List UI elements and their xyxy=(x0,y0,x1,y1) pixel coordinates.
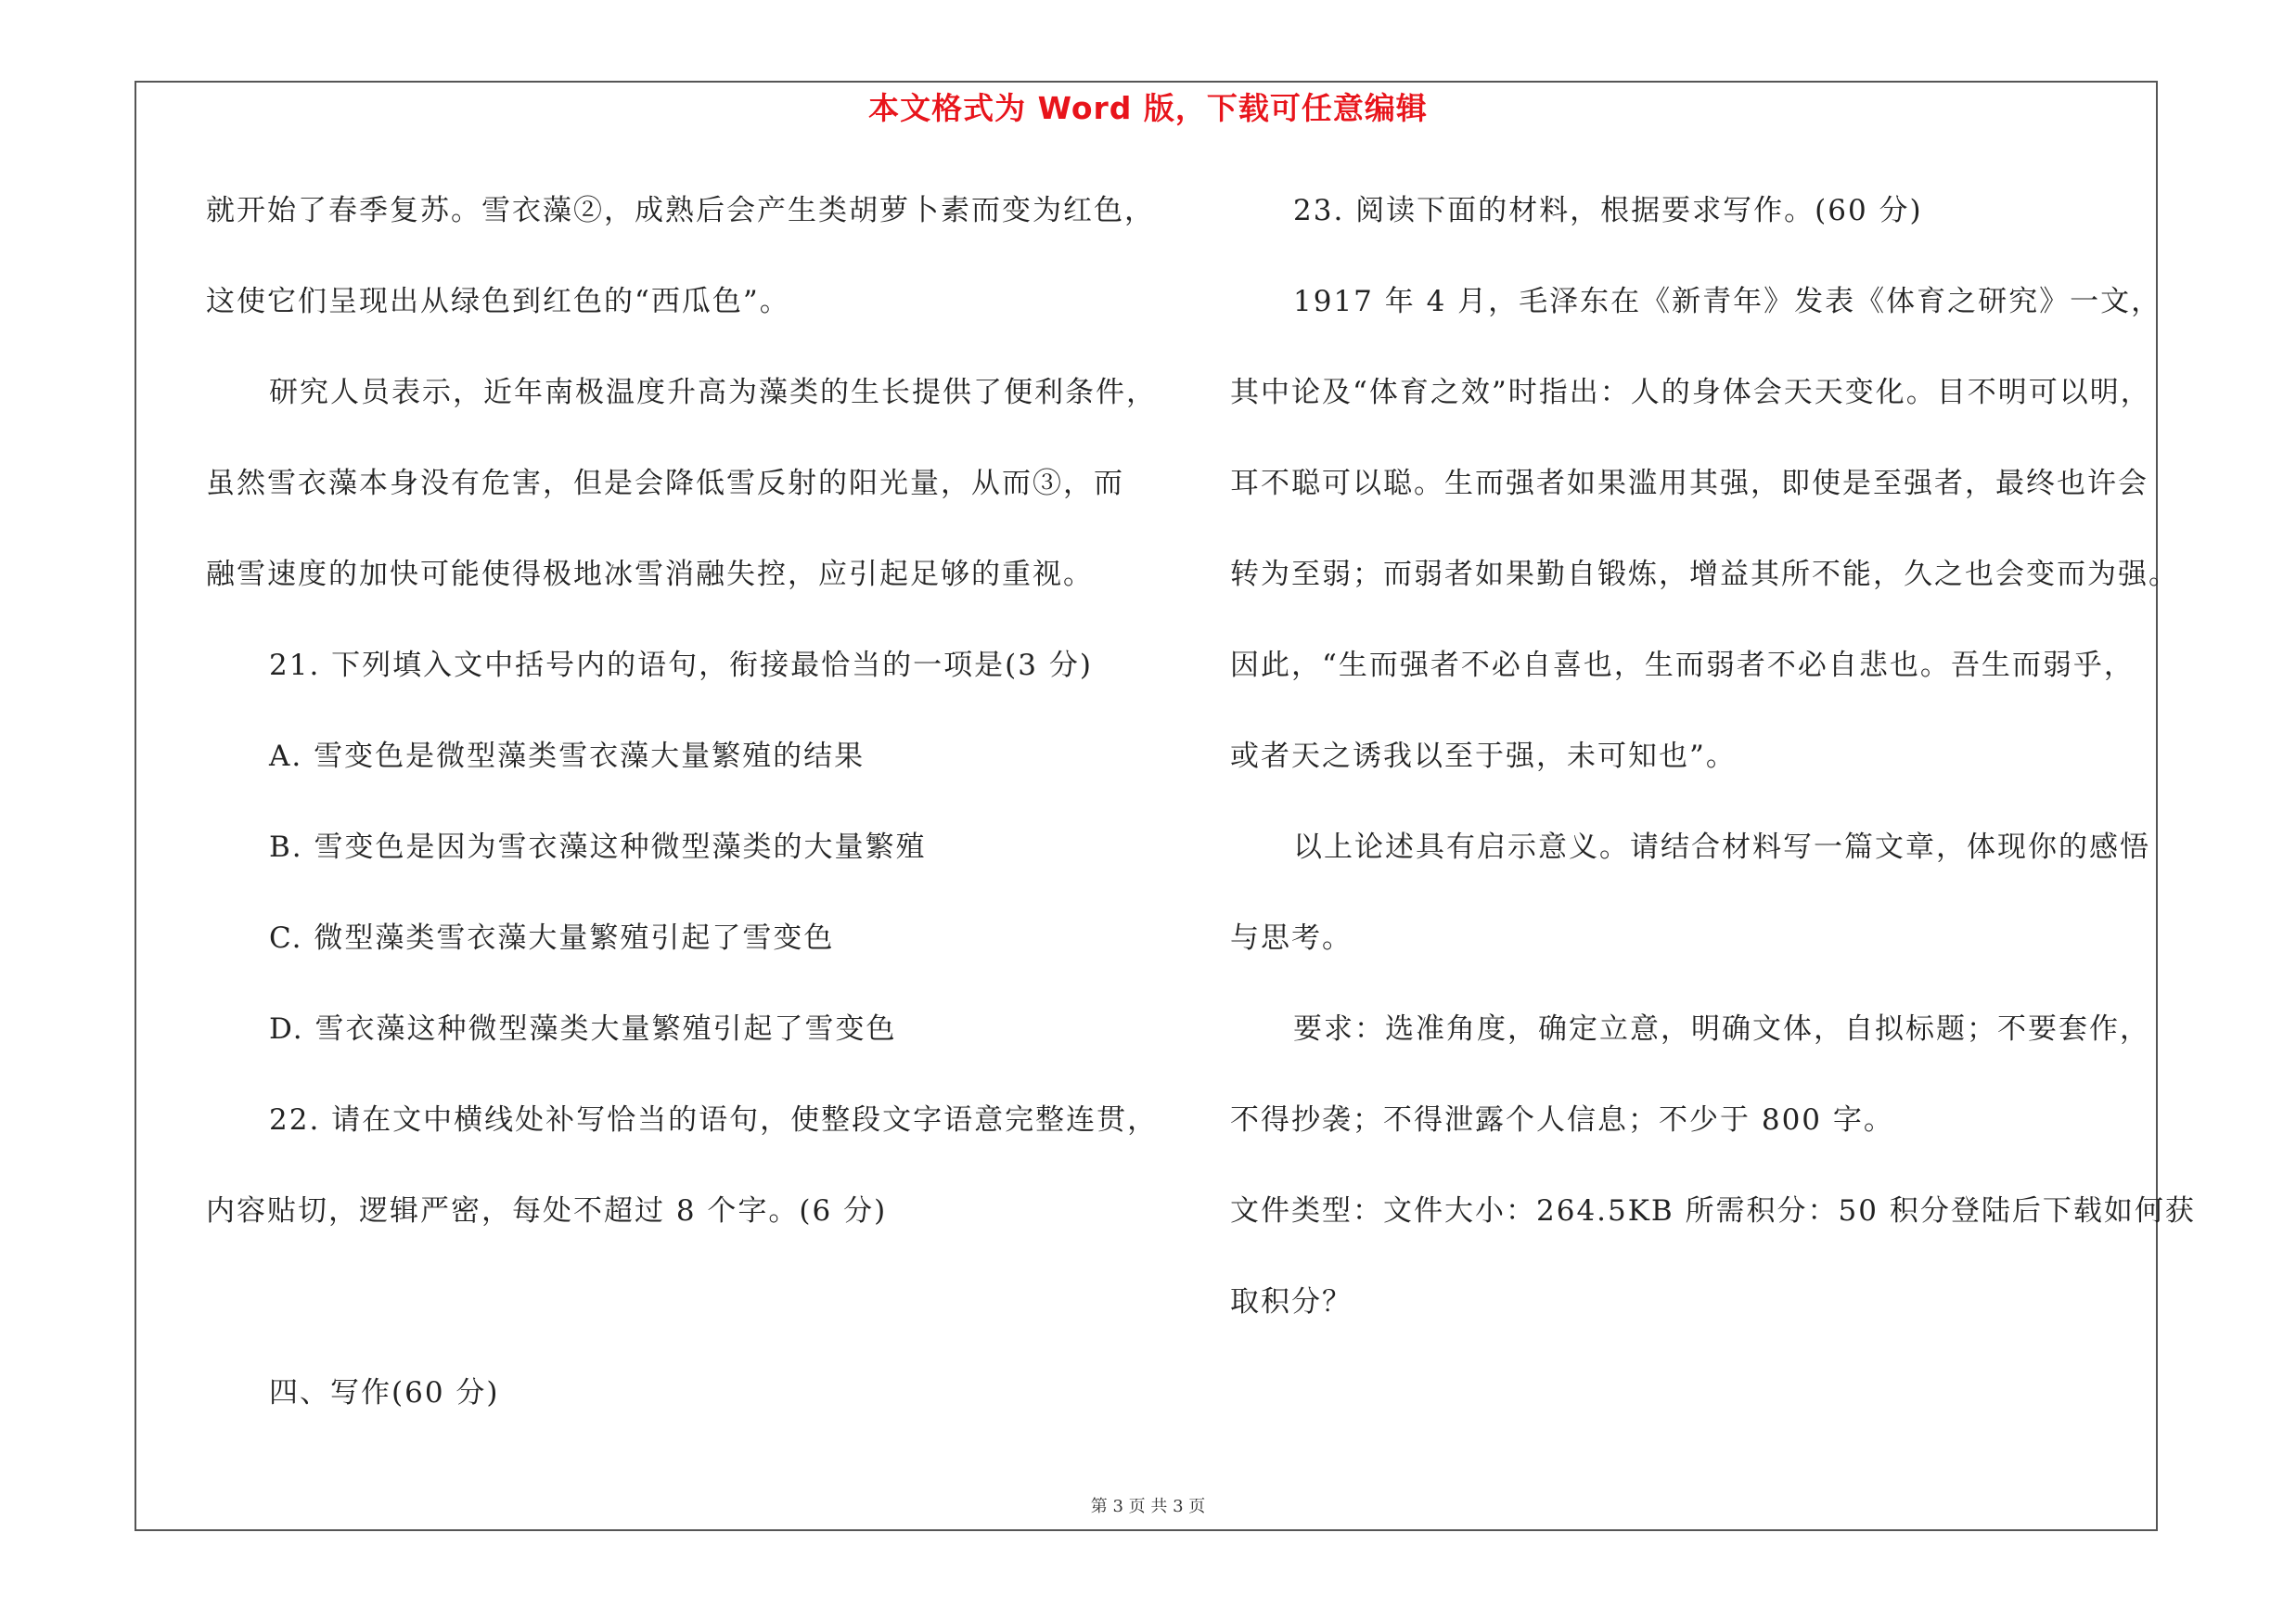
text-line: C. 微型藻类雪衣藻大量繁殖引起了雪变色 xyxy=(269,921,835,955)
text-line: 就开始了春季复苏。雪衣藻②，成熟后会产生类胡萝卜素而变为红色， xyxy=(206,194,1155,227)
text-line: 因此，“生而强者不必自喜也，生而弱者不必自悲也。吾生而弱乎， xyxy=(1230,649,2135,682)
text-line: 22. 请在文中横线处补写恰当的语句，使整段文字语意完整连贯， xyxy=(269,1103,1159,1137)
text-line xyxy=(206,1275,1171,1366)
text-line: 不得抄袭；不得泄露个人信息；不少于 800 字。 xyxy=(1230,1103,1894,1137)
text-line: 这使它们呈现出从绿色到红色的“西瓜色”。 xyxy=(206,285,790,318)
text-line: 以上论述具有启示意义。请结合材料写一篇文章，体现你的感悟 xyxy=(1293,831,2150,864)
page-number: 第 3 页 共 3 页 xyxy=(1090,1497,1206,1516)
text-line: B. 雪变色是因为雪衣藻这种微型藻类的大量繁殖 xyxy=(269,831,927,864)
text-line: 或者天之诱我以至于强，未可知也”。 xyxy=(1230,740,1737,773)
left-text-column xyxy=(206,184,1171,1457)
text-line: 研究人员表示，近年南极温度升高为藻类的生长提供了便利条件， xyxy=(269,376,1157,409)
text-line: 融雪速度的加快可能使得极地冰雪消融失控，应引起足够的重视。 xyxy=(206,558,1094,591)
format-notice-banner: 本文格式为 Word 版，下载可任意编辑 xyxy=(868,90,1428,126)
text-line: A. 雪变色是微型藻类雪衣藻大量繁殖的结果 xyxy=(269,740,866,773)
right-text-column xyxy=(1230,184,2195,1366)
text-line: 转为至弱；而弱者如果勤自锻炼，增益其所不能，久之也会变而为强。 xyxy=(1230,558,2179,591)
text-line: 取积分？ xyxy=(1230,1285,1353,1319)
text-line: D. 雪衣藻这种微型藻类大量繁殖引起了雪变色 xyxy=(269,1012,897,1046)
text-line: 23. 阅读下面的材料，根据要求写作。(60 分) xyxy=(1293,194,1923,227)
text-line: 其中论及“体育之效”时指出：人的身体会天天变化。目不明可以明， xyxy=(1230,376,2151,409)
text-line: 要求：选准角度，确定立意，明确文体，自拟标题；不要套作， xyxy=(1293,1012,2150,1046)
text-line: 四、写作(60 分) xyxy=(269,1376,500,1410)
text-line: 与思考。 xyxy=(1230,921,1353,955)
text-line: 虽然雪衣藻本身没有危害，但是会降低雪反射的阳光量，从而③，而 xyxy=(206,467,1124,500)
text-line: 1917 年 4 月，毛泽东在《新青年》发表《体育之研究》一文， xyxy=(1293,285,2162,318)
text-line: 文件类型：文件大小：264.5KB 所需积分：50 积分登陆后下载如何获 xyxy=(1230,1194,2196,1228)
text-line: 21. 下列填入文中括号内的语句，衔接最恰当的一项是(3 分) xyxy=(269,649,1093,682)
text-line: 耳不聪可以聪。生而强者如果滥用其强，即使是至强者，最终也许会 xyxy=(1230,467,2148,500)
text-line: 内容贴切，逻辑严密，每处不超过 8 个字。(6 分) xyxy=(206,1194,888,1228)
